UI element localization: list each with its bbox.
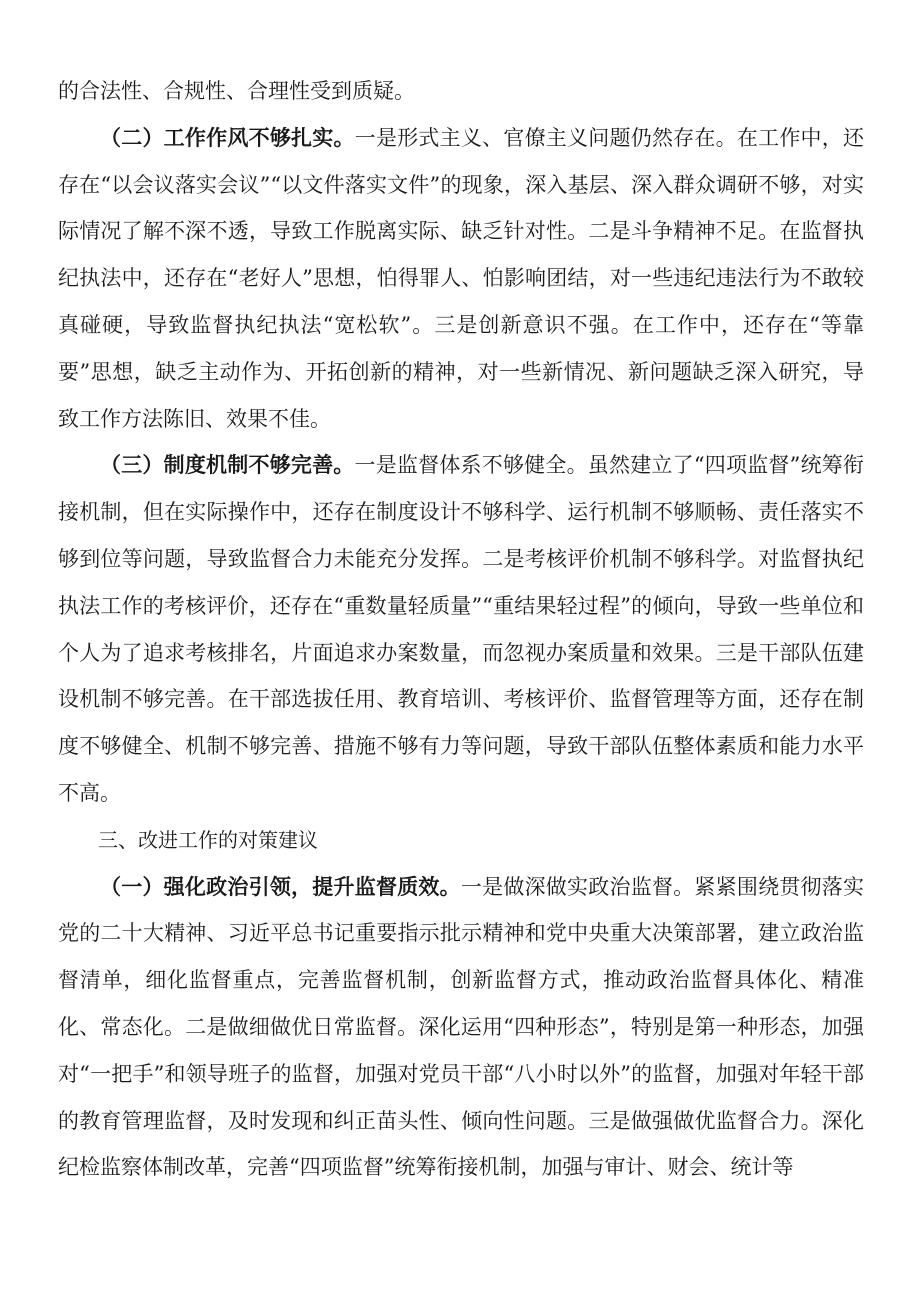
paragraph-work-style <box>58 115 864 443</box>
paragraph-text: 一是做深做实政治监督。紧紧围绕贯彻落实党的二十大精神、习近平总书记重要指示批示精神和党中央重大决策部署，建立政治监督清单，细化监督重点，完善监督机制，创新监督方式，推动政治监督具体化、精准化、常态化。二是做细做优日常监督。深化运用“四种形态”，特别是第一种形态，加强对“一把手”和领导班子的监督，加强对党员干部“八小时以外”的监督，加强对年轻干部的教育管理监督，及时发现和纠正苗头性、倾向性问题。三是做强做优监督合力。深化纪检监察体制改革，完善“四项监督”统筹衔接机制，加强与审计、财会、统计等 <box>58 874 865 1180</box>
paragraph-continuation <box>58 68 864 115</box>
paragraph-text: 一是监督体系不够健全。虽然建立了“四项监督”统筹衔接机制，但在实际操作中，还存在制度设计不够科学、运行机制不够顺畅、责任落实不够到位等问题，导致监督合力未能充分发挥。二是考核评价机制不够科学。对监督执纪执法工作的考核评价，还存在“重数量轻质量”“重结果轻过程”的倾向，导致一些单位和个人为了追求考核排名，片面追求办案数量，而忽视办案质量和效果。三是干部队伍建设机制不够完善。在干部选拔任用、教育培训、考核评价、监督管理等方面，还存在制度不够健全、机制不够完善、措施不够有力等问题，导致干部队伍整体素质和能力水平不高。 <box>58 453 864 805</box>
paragraph-lead-heading: （二）工作作风不够扎实。 <box>100 124 355 150</box>
paragraph-text: 的合法性、合规性、合理性受到质疑。 <box>58 79 415 103</box>
document-body <box>58 68 864 1191</box>
paragraph-lead-heading: （一）强化政治引领，提升监督质效。 <box>100 873 461 899</box>
section-heading: 三、改进工作的对策建议 <box>98 827 318 852</box>
paragraph-political-guidance <box>58 864 864 1192</box>
paragraph-lead-heading: （三）制度机制不够完善。 <box>100 452 355 478</box>
paragraph-institutional-mechanism <box>58 442 864 816</box>
paragraph-text: 一是形式主义、官僚主义问题仍然存在。在工作中，还存在“以会议落实会议”“以文件落实文件”的现象，深入基层、深入群众调研不够，对实际情况了解不深不透，导致工作脱离实际、缺乏针对性。二是斗争精神不足。在监督执纪执法中，还存在“老好人”思想，怕得罪人、怕影响团结，对一些违纪违法行为不敢较真碰硬，导致监督执纪执法“宽松软”。三是创新意识不强。在工作中，还存在“等靠要”思想，缺乏主动作为、开拓创新的精神，对一些新情况、新问题缺乏深入研究，导致工作方法陈旧、效果不佳。 <box>58 125 865 431</box>
